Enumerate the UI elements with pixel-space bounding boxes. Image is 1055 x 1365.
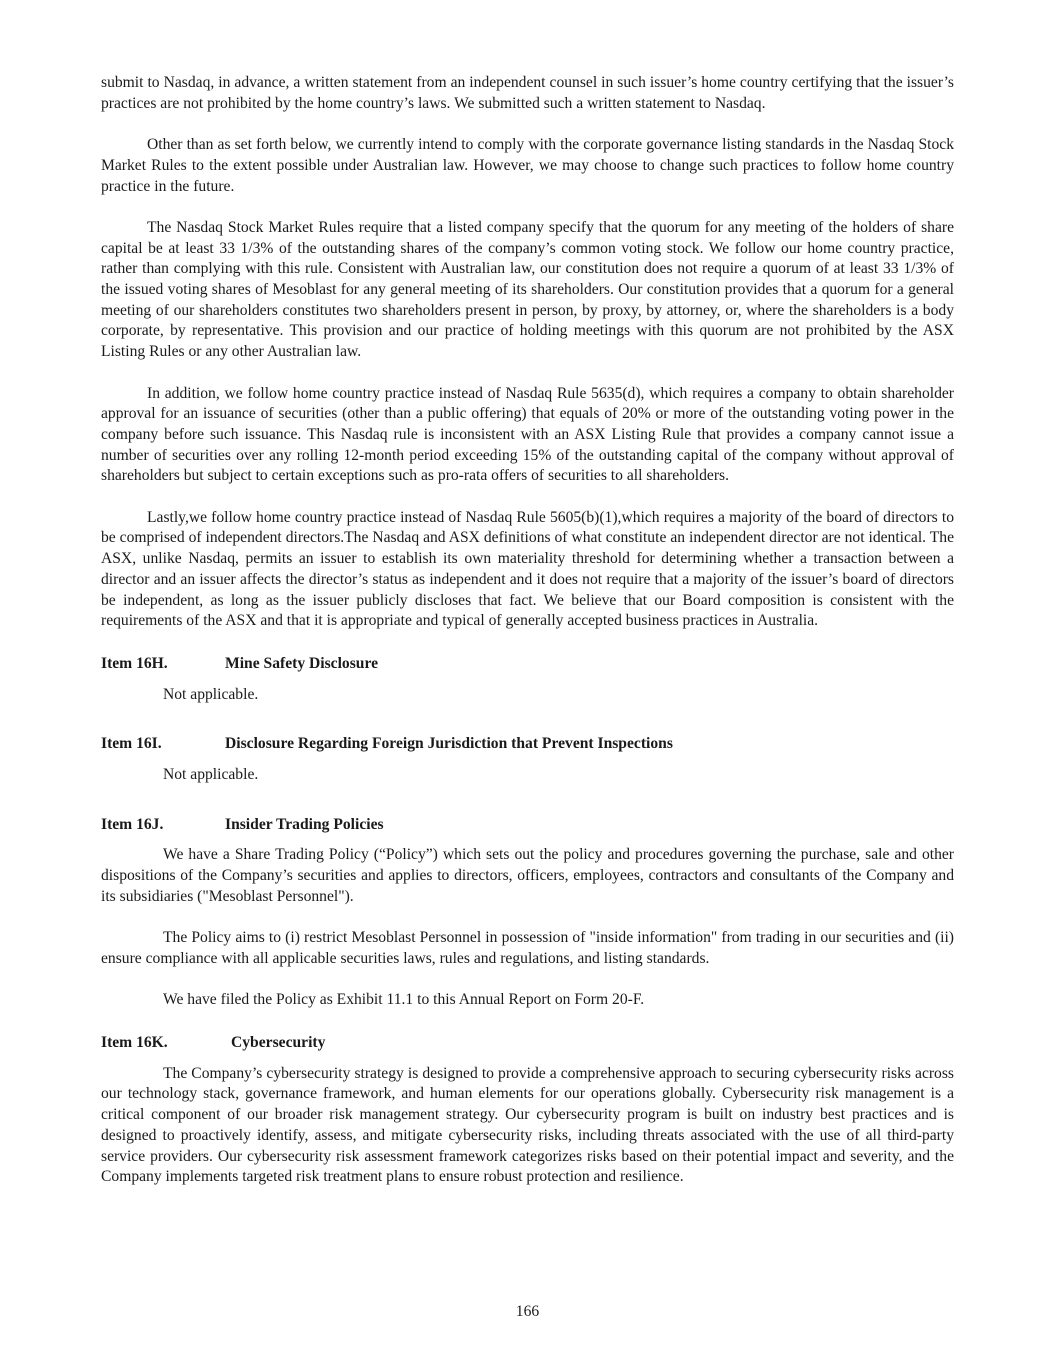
- paragraph-rule-5605b1: Lastly,we follow home country practice instead of Nasdaq Rule 5605(b)(1),which requires a majority of the board of directors to be comprised of independent directors.The Nasdaq and ASX definitions of what constitute an independent director are not identical. The ASX, unlike Nasdaq, permits an issuer to establish its own materiality threshold for determining whether a transaction between a director and an issuer affects the director’s status as independent and it does not require that a majority of the issuer’s board of directors be independent, as long as the issuer publicly discloses that fact. We believe that our Board composition is consistent with the requirements of the ASX and that it is appropriate and typical of generally accepted business practices in Australia.: [101, 508, 954, 630]
- item-16k-title: Cybersecurity: [231, 1034, 326, 1052]
- item-16i-number: Item 16I.: [101, 735, 162, 753]
- item-16k-number: Item 16K.: [101, 1034, 168, 1052]
- item-16j-paragraph-exhibit: We have filed the Policy as Exhibit 11.1 to this Annual Report on Form 20-F.: [163, 991, 645, 1009]
- item-16j-title: Insider Trading Policies: [225, 815, 384, 833]
- item-16j-paragraph-policy: We have a Share Trading Policy (“Policy”) which sets out the policy and procedures governing the purchase, sale and other dispositions of the Company’s securities and applies to directors, officers, employees, contractors and consultants of the Company and its subsidiaries ("Mesoblast Personnel").: [101, 846, 954, 905]
- item-16h-number: Item 16H.: [101, 654, 168, 672]
- document-page: [101, 73, 954, 1209]
- paragraph-governance-compliance: Other than as set forth below, we currently intend to comply with the corporate governance listing standards in the Nasdaq Stock Market Rules to the extent possible under Australian law. However, we may choose to change such practices to follow home country practice in the future.: [101, 136, 954, 195]
- paragraph-quorum: The Nasdaq Stock Market Rules require that a listed company specify that the quorum for any meeting of the holders of share capital be at least 33 1/3% of the outstanding shares of the company’s common voting stock. We follow our home country practice, rather than complying with this rule. Consistent with Australian law, our constitution does not require a quorum of at least 33 1/3% of the issued voting shares of Mesoblast for any general meeting of its shareholders. Our constitution provides that a quorum for a general meeting of our shareholders constitutes two shareholders present in person, by proxy, by attorney, or, where the shareholders is a body corporate, by representative. This provision and our practice of holding meetings with this quorum are not prohibited by the ASX Listing Rules or any other Australian law.: [101, 218, 954, 361]
- item-16i-heading: [101, 734, 954, 755]
- item-16h-title: Mine Safety Disclosure: [225, 654, 379, 672]
- item-16k-heading: [101, 1033, 954, 1054]
- item-16k-paragraph-strategy: The Company’s cybersecurity strategy is designed to provide a comprehensive approach to securing cybersecurity risks across our technology stack, governance framework, and human elements for our operations globally. Cybersecurity risk management is a critical component of our broader risk management strategy. Our cybersecurity program is built on industry best practices and is designed to proactively identify, assess, and mitigate cybersecurity risks, including threats associated with the use of all third-party service providers. Our cybersecurity risk assessment framework categorizes risks based on their potential impact and severity, and the Company implements targeted risk treatment plans to ensure robust protection and resilience.: [101, 1064, 954, 1186]
- paragraph-rule-5635d: In addition, we follow home country practice instead of Nasdaq Rule 5635(d), which requires a company to obtain shareholder approval for an issuance of securities (other than a public offering) that equals of 20% or more of the outstanding voting power in the company before such issuance. This Nasdaq rule is inconsistent with an ASX Listing Rule that provides a company cannot issue a number of securities over any rolling 12-month period exceeding 15% of the outstanding capital of the company without approval of shareholders but subject to certain exceptions such as pro-rata offers of securities to all shareholders.: [101, 384, 954, 485]
- paragraph-home-country-statement: submit to Nasdaq, in advance, a written statement from an independent counsel in such issuer’s home country certifying that the issuer’s practices are not prohibited by the home country’s laws. We submitted such a written statement to Nasdaq.: [101, 74, 954, 112]
- item-16h-heading: [101, 654, 954, 675]
- item-16j-heading: [101, 815, 954, 836]
- item-16i-body: Not applicable.: [163, 766, 259, 784]
- item-16i-title: Disclosure Regarding Foreign Jurisdiction that Prevent Inspections: [225, 735, 673, 753]
- item-16j-paragraph-aims: The Policy aims to (i) restrict Mesoblast Personnel in possession of "inside information" from trading in our securities and (ii) ensure compliance with all applicable securities laws, rules and regulations, and listing standards.: [101, 929, 954, 967]
- page-number: 166: [515, 1303, 540, 1320]
- item-16j-number: Item 16J.: [101, 815, 164, 833]
- item-16h-body: Not applicable.: [163, 685, 259, 703]
